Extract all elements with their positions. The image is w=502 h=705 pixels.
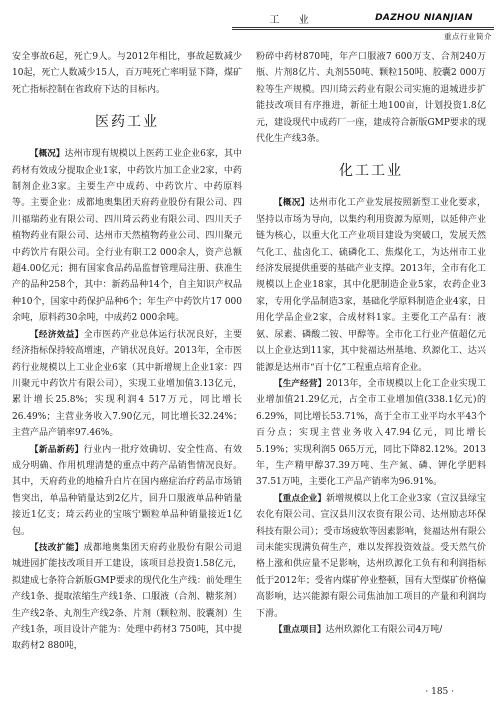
paragraph-text: 2013年，全市规模以上化工企业实现工业增加值21.29亿元，占全市工业增加值(338.1亿元)的6.29%，同比增长53.71%，高于全市工业平均水平43个百分点；实现主营业务收入47.94亿元，同比增长5.19%；实现利润5 065万元，同比下降82.12%。2013年，生产精甲醇37.39万吨、生产氮、磷、钾化学肥料37.51万吨，主要化工产品产销率为96.91%。 — [256, 378, 486, 488]
paragraph-text: 全市医药产业总体运行状况良好，主要经济指标保持较高增速，产销状况良好。2013年，全市医药行业规模以上工业企业6家（其中新增规上企业1家：四川聚元中药饮片有限公司），实现工业增加值3.13亿元，累计增长25.8%；实现利润4 517万元，同比增长26.49%；主营业务收入7.90亿元，同比增长32.24%；主营产品产销率97.46%。 — [12, 329, 242, 439]
header-rule-secondary — [232, 29, 494, 30]
intro-paragraph: 安全事故6起，死亡9人。与2012年相比，事故起数减少10起，死亡人数减少15人，百万吨死亡率明显下降，煤矿死亡指标控制在省政府下达的目标内。 — [12, 52, 242, 95]
paragraph-tag: 【概况】 — [274, 198, 310, 209]
paragraph-tag: 【重点项目】 — [274, 625, 326, 635]
paragraph-text: 达州玖源化工有限公司4万吨/ — [325, 625, 443, 635]
left-column — [12, 49, 242, 655]
header-subtitle: 重点行业简介 — [444, 32, 492, 41]
paragraph-tag: 【新品新药】 — [30, 444, 84, 455]
paragraph-text: 新增规模以上化工企业3家（宣汉县绿宝农化有限公司、宣汉县川汉农资有限公司、达州励志环保科技有限公司）；受市场疲软等因素影响，瓮福达州有限公司未能实现满负荷生产，难以发挥投资效益。受天然气价格上涨和供应量不足影响，达州玖源化工负有和利润指标低于2012年；受省内煤矿停业整顿，国有大型煤矿价格偏高影响，达兴能源有限公司焦油加工项目的产量和利润均下滑。 — [256, 493, 486, 619]
header-rule — [232, 27, 494, 28]
pharma-new-products — [12, 442, 242, 540]
paragraph-tag: 【生产经营】 — [274, 378, 327, 389]
section-title-chemical: 化工工业 — [339, 163, 403, 180]
chemical-key-projects — [256, 622, 486, 638]
paragraph-text: 行业内一批疗效确切、安全性高、有效成分明确、作用机理清楚的重点中药产品销售情况良好。其中，天府药业的地榆升白片在国内癌症治疗药品市场销售突出，单品种销量达到2亿片，回升口服液单品种销量接近1亿支；琦云药业的宝咳宁颗粒单品种销量接近1亿包。 — [12, 444, 242, 537]
paragraph-tag: 【经济效益】 — [30, 329, 84, 340]
paragraph-tag: 【概况】 — [30, 149, 65, 160]
continuation-paragraph: 粉碎中药材870吨，年产口服液7 600万支、合剂240万瓶、片剂8亿片、丸剂550吨、颗粒150吨、胶囊2 000万粒等生产规模。四川琦云药业有限公司实施的退城进步扩能技改项目有序推进，新征土地100亩，计划投资1.8亿元，建设现代中成药厂一座，建成符合新版GMP要求的现代化生产线3条。 — [256, 52, 486, 145]
paragraph-text: 达州市现有规模以上医药工业企业6家，其中药材有效成分提取企业1家，中药饮片加工企业2家，中药制剂企业3家。主要生产中成药、中药饮片、中药原料等。主要企业：成都地奥集团天府药业股份有限公司、四川福瑞药业有限公司、四川琦云药业有限公司、四川天子植物药业有限公司、达州市天然植物药业公司、四川聚元中药饮片有限公司。全行业有职工2 000余人，资产总额超4.00亿元；拥有国家食品药品监督管理局注册、获准生产的品种258个，其中：新药品种14个，自主知识产权品种10个，国家中药保护品种6个；年生产中药饮片17 000余吨，原料药30余吨，中成药2 000余吨。 — [12, 149, 242, 324]
chemical-overview — [256, 195, 486, 375]
page-number: · 185 · — [425, 687, 454, 697]
paragraph-tag: 【技改扩能】 — [30, 542, 84, 553]
pharma-economic-benefit — [12, 327, 242, 442]
right-column — [256, 49, 486, 638]
pharma-overview — [12, 146, 242, 326]
header-category: 工 业 — [269, 14, 317, 26]
chemical-production — [256, 376, 486, 491]
paragraph-text: 成都地奥集团天府药业股份有限公司退城进园扩能技改项目开工建设，该项目总投资1.58亿元，拟建成七条符合新版GMP要求的现代化生产线：前处理生产线1条、提取浓缩生产线1条、口服液（合剂、糖浆剂）生产线2条、丸剂生产线2条、片剂（颗粒剂、胶囊剂）生产线1条，项目设计产能为：处理中药材3 750吨，其中提取药材2 880吨， — [12, 542, 242, 652]
section-title-pharma: 医药工业 — [95, 114, 159, 131]
pharma-tech-upgrade — [12, 540, 242, 655]
paragraph-text: 达州市化工产业发展按照新型工业化要求，坚持以市场为导向，以集约利用资源为原则，以延伸产业链为核心，以重大化工产业项目建设为突破口，发展天然气化工、盐卤化工、硫磷化工、焦煤化工，为达州市工业经济发展提供重要的基础产业支撑。2013年，全市有化工规模以上企业18家，其中化肥制造企业5家，农药企业3家，专用化学品制造3家，基础化学原料制造企业4家，日用化学品企业2家，合成材料1家。主要化工产品有：液氨、尿素、磷酸二铵、甲醇等。全市化工行业产值超亿元以上企业达到11家，其中瓮福达州基地、玖源化工、达兴能源是达州市“百十亿”工程重点培育企业。 — [256, 198, 486, 373]
running-header — [232, 10, 494, 26]
paragraph-tag: 【重点企业】 — [274, 493, 327, 504]
chemical-key-enterprises — [256, 491, 486, 622]
header-publication: DAZHOU NIANJIAN — [375, 13, 473, 23]
